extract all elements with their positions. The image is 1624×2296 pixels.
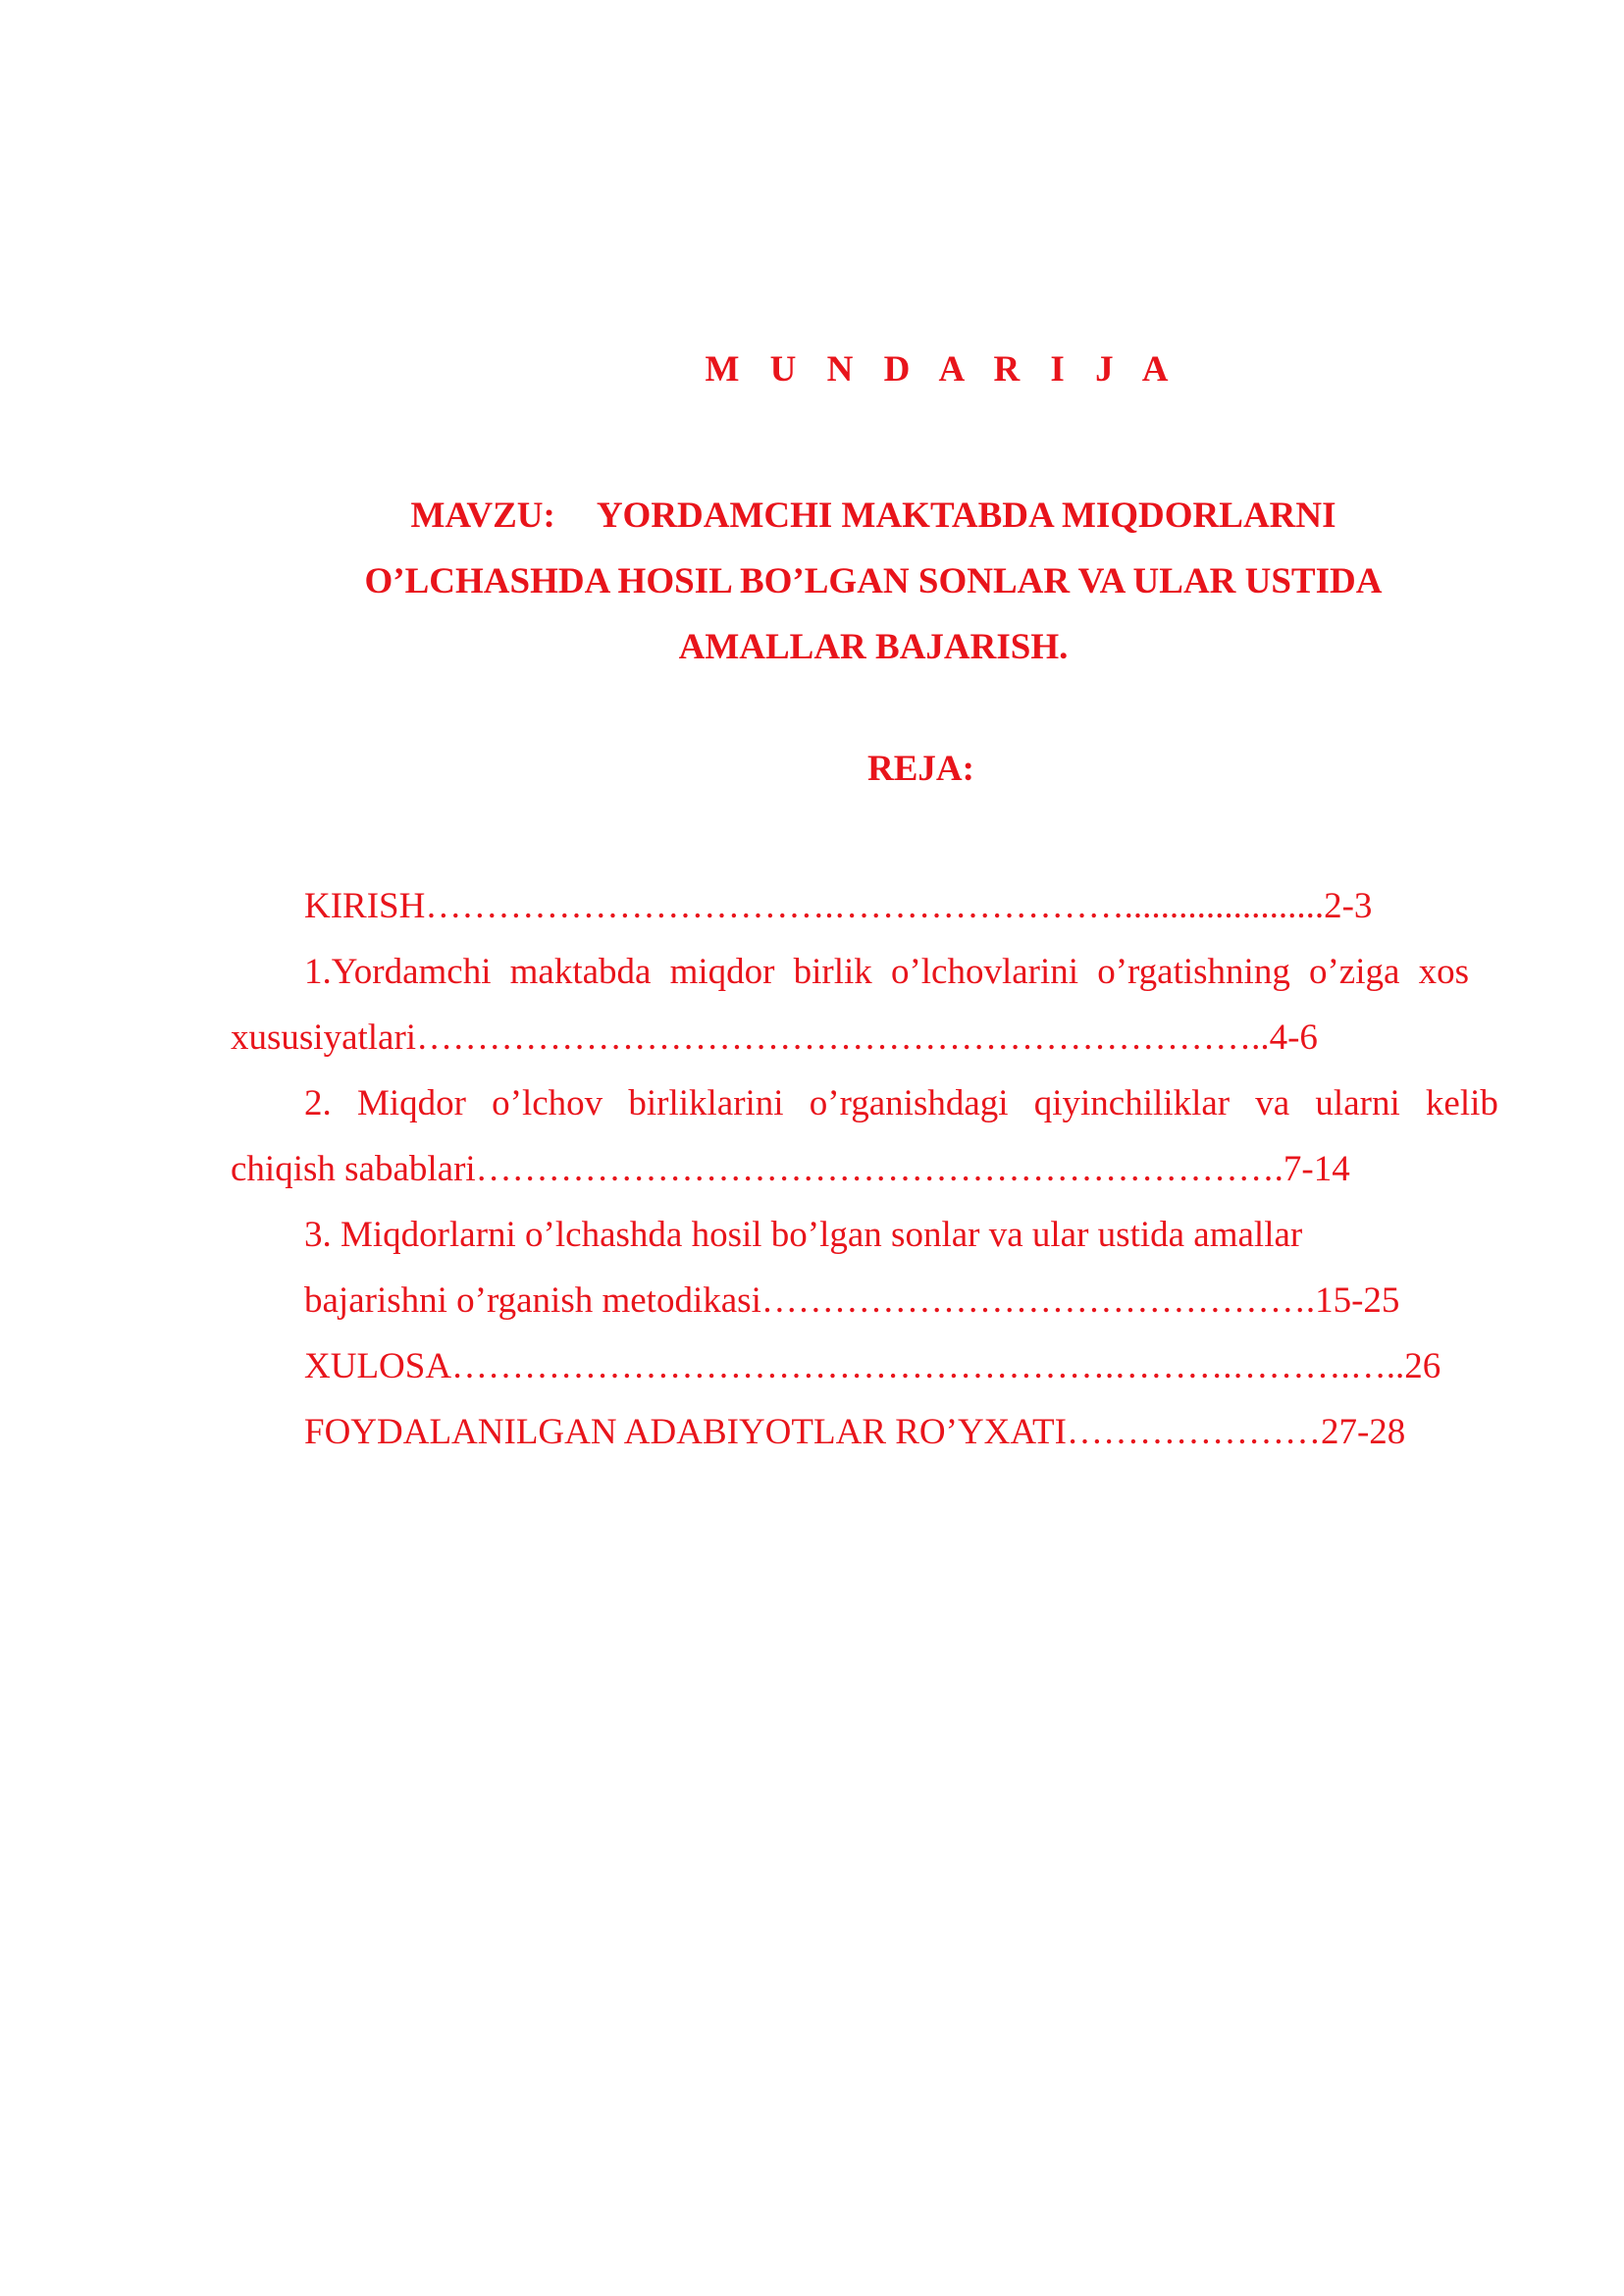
toc-entry-1-word: o’ziga <box>1308 952 1400 992</box>
toc-entry-2-line-2: chiqish sabablari………………………………………………………….7-14 <box>231 1149 1350 1189</box>
topic-text-line-1: YORDAMCHI MAKTABDA MIQDORLARNI <box>596 496 1336 536</box>
toc-entry-xulosa: XULOSA……………………………………………….……….……….…..26 <box>304 1346 1441 1386</box>
toc-entry-3-line-2: bajarishni o’rganish metodikasi……………………………………….15-25 <box>304 1280 1400 1321</box>
contents-title: M U N D A R I J A <box>705 349 1179 390</box>
toc-entry-1-word: miqdor <box>669 952 775 992</box>
toc-entry-2-word: Miqdor <box>356 1083 466 1123</box>
toc-entry-1-word: o’lchovlarini <box>890 952 1079 992</box>
toc-entry-1-word: xos <box>1418 952 1469 992</box>
toc-entry-2-word: qiyinchiliklar <box>1033 1083 1231 1123</box>
toc-entry-1-word: maktabda <box>509 952 652 992</box>
toc-entry-2-word: kelib <box>1425 1083 1498 1123</box>
toc-entry-1-line-2: xususiyatlari……………………………………………………………..4-6 <box>231 1018 1318 1058</box>
plan-heading: REJA: <box>867 749 974 789</box>
toc-entry-2-word: o’rganishdagi <box>809 1083 1009 1123</box>
topic-label: MAVZU: <box>410 496 555 536</box>
toc-entry-1-word: birlik <box>793 952 872 992</box>
toc-entry-1-line-1 <box>304 939 1469 1005</box>
topic-line-2: O’LCHASHDA HOSIL BO’LGAN SONLAR VA ULAR USTIDA <box>364 561 1383 601</box>
toc-entry-2-word: ularni <box>1315 1083 1400 1123</box>
topic-line-3: AMALLAR BAJARISH. <box>678 627 1069 667</box>
toc-entry-adabiyotlar: FOYDALANILGAN ADABIYOTLAR RO’YXATI…………………27-28 <box>304 1412 1406 1452</box>
toc-entry-2-line-1 <box>304 1070 1498 1136</box>
toc-entry-2-word: birliklarini <box>628 1083 784 1123</box>
toc-entry-2-word: va <box>1255 1083 1290 1123</box>
toc-entry-2-word: o’lchov <box>492 1083 603 1123</box>
toc-entry-kirish: KIRISH…………………………….……………………......................2-3 <box>304 886 1373 926</box>
toc-entry-1-word: o’rgatishning <box>1097 952 1290 992</box>
toc-entry-2-word: 2. <box>304 1083 332 1123</box>
toc-entry-1-word: 1.Yordamchi <box>304 952 492 992</box>
topic-line-1 <box>294 483 1452 548</box>
topic-block <box>294 483 1452 680</box>
toc-entry-3-line-1: 3. Miqdorlarni o’lchashda hosil bo’lgan sonlar va ular ustida amallar <box>304 1215 1303 1255</box>
